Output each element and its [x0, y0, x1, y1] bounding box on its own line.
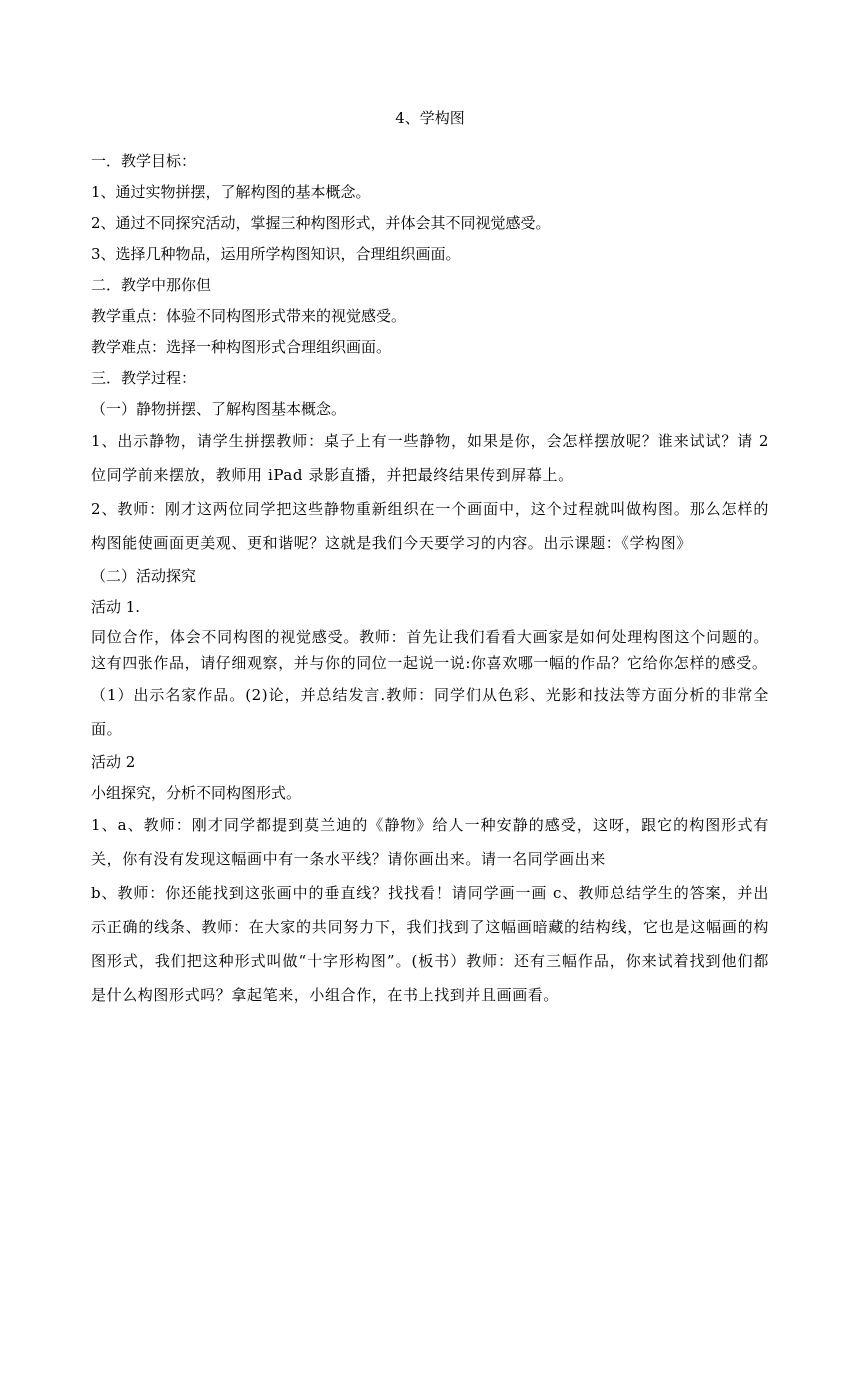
section-heading-objectives: 一．教学目标：: [91, 152, 197, 170]
objective-item-2: 2、通过不同探究活动，掌握三种构图形式，并体会其不同视觉感受。: [91, 214, 551, 232]
activity-1-paragraph: 同位合作，体会不同构图的视觉感受。教师：首先让我们看看大画家是如何处理构图这个问题的。这有四张作品，请仔细观察，并与你的同位一起说一说:你喜欢哪一幅的作品？它给你怎样的感受。: [91, 628, 769, 672]
activity-1-step-paragraph: （1）出示名家作品。(2)论，并总结发言.教师：同学们从色彩、光影和技法等方面分析的非常全面。: [91, 686, 769, 738]
process-paragraph-1: 1、出示静物，请学生拼摆教师：桌子上有一些静物，如果是你，会怎样摆放呢？谁来试试？请 2 位同学前来摆放，教师用 iPad 录影直播，并把最终结果传到屏幕上。: [91, 432, 769, 484]
objective-item-1: 1、通过实物拼摆，了解构图的基本概念。: [91, 183, 371, 201]
activity-2-heading: 活动 2: [91, 753, 136, 771]
activity-2-paragraph-b: b、教师：你还能找到这张画中的垂直线？找找看！请同学画一画 c、教师总结学生的答案，并出示正确的线条、教师：在大家的共同努力下，我们找到了这幅画暗藏的结构线，它也是这幅画的构图形式，我们把这种形式叫做“十字形构图”。(板书）教师：还有三幅作品，你来试着找到他们都是什么构图形式吗？拿起笔来，小组合作，在书上找到并且画画看。: [91, 884, 769, 1004]
subsection-heading-activity: （二）活动探究: [91, 567, 197, 585]
activity-1-heading: 活动 1.: [91, 598, 141, 616]
activity-2-intro: 小组探究，分析不同构图形式。: [91, 784, 302, 802]
document-title: 4、学构图: [395, 109, 465, 127]
key-point-text: 教学重点：体验不同构图形式带来的视觉感受。: [91, 307, 407, 325]
difficult-point-text: 教学难点：选择一种构图形式合理组织画面。: [91, 338, 392, 356]
subsection-heading-still-life: （一）静物拼摆、了解构图基本概念。: [91, 400, 347, 418]
section-heading-keypoints: 二．教学中那你但: [91, 276, 212, 294]
objective-item-3: 3、选择几种物品，运用所学构图知识，合理组织画面。: [91, 245, 461, 263]
process-paragraph-2: 2、教师：刚才这两位同学把这些静物重新组织在一个画面中，这个过程就叫做构图。那么怎样的构图能使画面更美观、更和谐呢？这就是我们今天要学习的内容。出示课题：《学构图》: [91, 500, 769, 552]
activity-2-paragraph-a: 1、a、教师：刚才同学都提到莫兰迪的《静物》给人一种安静的感受，这呀，跟它的构图形式有关，你有没有发现这幅画中有一条水平线？请你画出来。请一名同学画出来: [91, 816, 769, 868]
document-body: [91, 145, 769, 1012]
section-heading-process: 三．教学过程：: [91, 369, 197, 387]
